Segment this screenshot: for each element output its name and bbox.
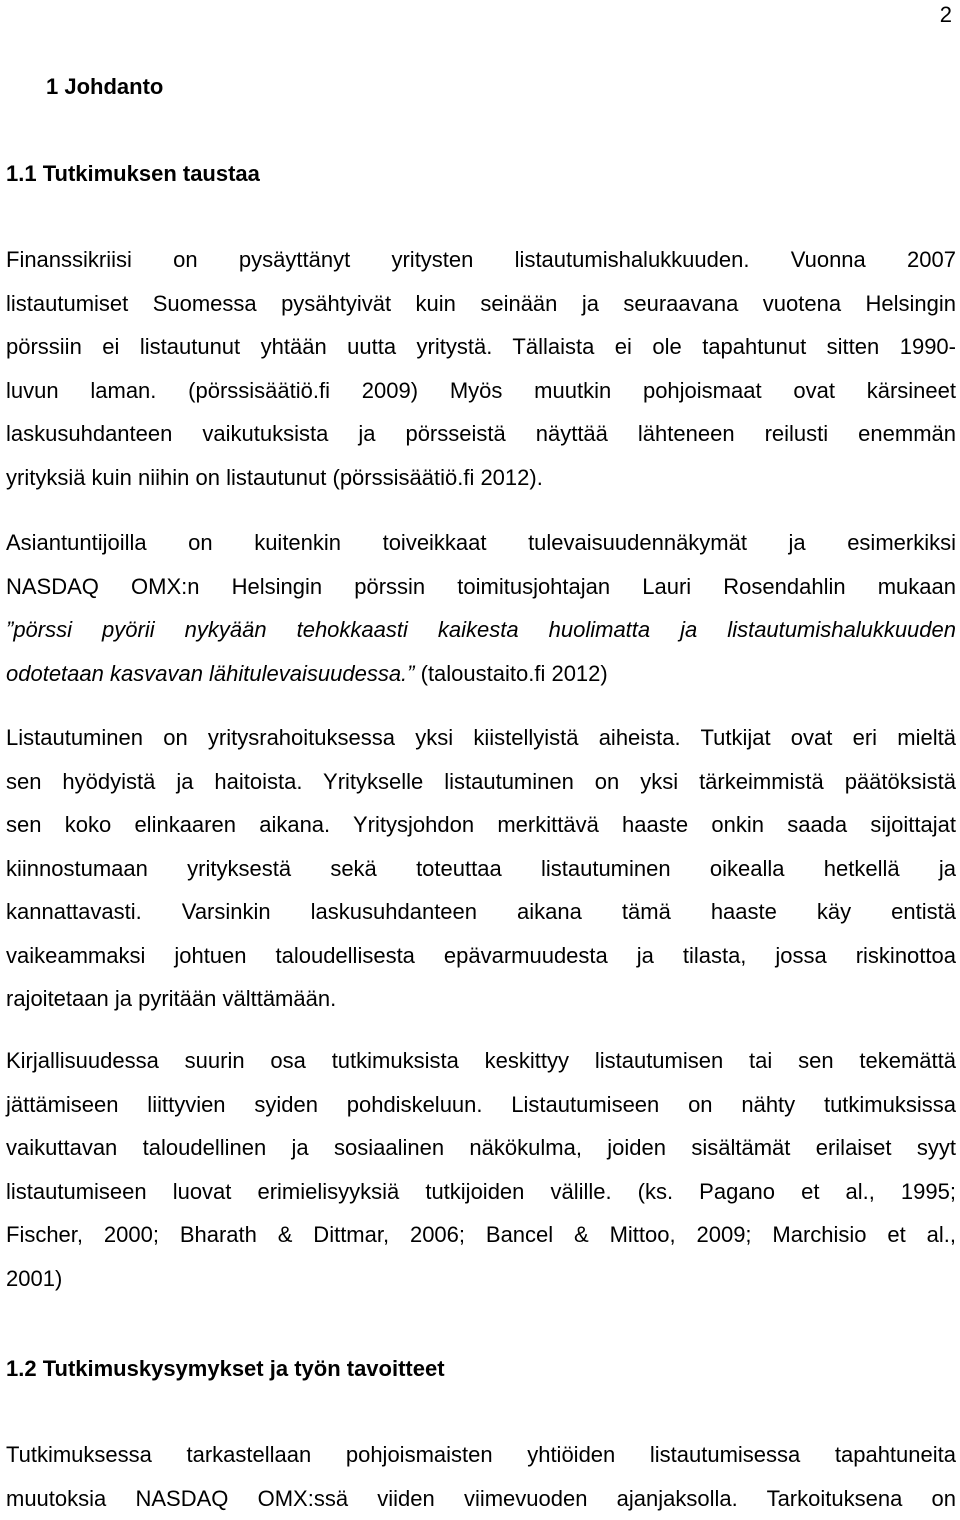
paragraph-line: kannattavasti. Varsinkin laskusuhdanteen aikana tämä haaste käy entistä — [6, 890, 956, 934]
section-heading-1-1: 1.1 Tutkimuksen taustaa — [6, 161, 260, 187]
page-number: 2 — [940, 2, 952, 28]
paragraph-line: pörssiin ei listautunut yhtään uutta yritystä. Tällaista ei ole tapahtunut sitten 1990- — [6, 325, 956, 369]
paragraph-line: muutoksia NASDAQ OMX:ssä viiden viimevuoden ajanjaksolla. Tarkoituksena on — [6, 1477, 956, 1520]
paragraph-line: Fischer, 2000; Bharath & Dittmar, 2006; Bancel & Mittoo, 2009; Marchisio et al., — [6, 1213, 956, 1257]
citation: (taloustaito.fi 2012) — [415, 661, 608, 686]
paragraph-3 — [6, 716, 956, 1021]
paragraph-line: vaikuttavan taloudellinen ja sosiaalinen näkökulma, joiden sisältämät erilaiset syyt — [6, 1126, 956, 1170]
quote-line: ”pörssi pyörii nykyään tehokkaasti kaikesta huolimatta ja listautumishalukkuuden — [6, 608, 956, 652]
paragraph-line: Asiantuntijoilla on kuitenkin toiveikkaat tulevaisuudennäkymät ja esimerkiksi — [6, 521, 956, 565]
paragraph-5 — [6, 1433, 956, 1520]
paragraph-line: Kirjallisuudessa suurin osa tutkimuksista keskittyy listautumisen tai sen tekemättä — [6, 1039, 956, 1083]
paragraph-line: kiinnostumaan yrityksestä sekä toteuttaa listautuminen oikealla hetkellä ja — [6, 847, 956, 891]
paragraph-line: listautumiseen luovat erimielisyyksiä tutkijoiden välille. (ks. Pagano et al., 1995; — [6, 1170, 956, 1214]
paragraph-line: listautumiset Suomessa pysähtyivät kuin seinään ja seuraavana vuotena Helsingin — [6, 282, 956, 326]
section-heading-1-2: 1.2 Tutkimuskysymykset ja työn tavoitteet — [6, 1356, 445, 1382]
paragraph-1 — [6, 238, 956, 499]
paragraph-line: jättämiseen liittyvien syiden pohdiskeluun. Listautumiseen on nähty tutkimuksissa — [6, 1083, 956, 1127]
chapter-heading: 1 Johdanto — [46, 74, 163, 100]
paragraph-line: rajoitetaan ja pyritään välttämään. — [6, 977, 956, 1021]
paragraph-line: yrityksiä kuin niihin on listautunut (pörssisäätiö.fi 2012). — [6, 456, 956, 500]
paragraph-line: luvun laman. (pörssisäätiö.fi 2009) Myös muutkin pohjoismaat ovat kärsineet — [6, 369, 956, 413]
paragraph-2 — [6, 521, 956, 695]
paragraph-line — [6, 652, 956, 696]
quote-end: odotetaan kasvavan lähitulevaisuudessa.” — [6, 661, 415, 686]
paragraph-line: Tutkimuksessa tarkastellaan pohjoismaisten yhtiöiden listautumisessa tapahtuneita — [6, 1433, 956, 1477]
paragraph-line: Listautuminen on yritysrahoituksessa yksi kiistellyistä aiheista. Tutkijat ovat eri mieltä — [6, 716, 956, 760]
paragraph-line: laskusuhdanteen vaikutuksista ja pörsseistä näyttää lähteneen reilusti enemmän — [6, 412, 956, 456]
paragraph-4 — [6, 1039, 956, 1300]
paragraph-line: vaikeammaksi johtuen taloudellisesta epävarmuudesta ja tilasta, jossa riskinottoa — [6, 934, 956, 978]
paragraph-line: sen hyödyistä ja haitoista. Yritykselle listautuminen on yksi tärkeimmistä päätöksistä — [6, 760, 956, 804]
paragraph-line: Finanssikriisi on pysäyttänyt yritysten listautumishalukkuuden. Vuonna 2007 — [6, 238, 956, 282]
paragraph-line: NASDAQ OMX:n Helsingin pörssin toimitusjohtajan Lauri Rosendahlin mukaan — [6, 565, 956, 609]
paragraph-line: sen koko elinkaaren aikana. Yritysjohdon merkittävä haaste onkin saada sijoittajat — [6, 803, 956, 847]
paragraph-line: 2001) — [6, 1257, 956, 1301]
